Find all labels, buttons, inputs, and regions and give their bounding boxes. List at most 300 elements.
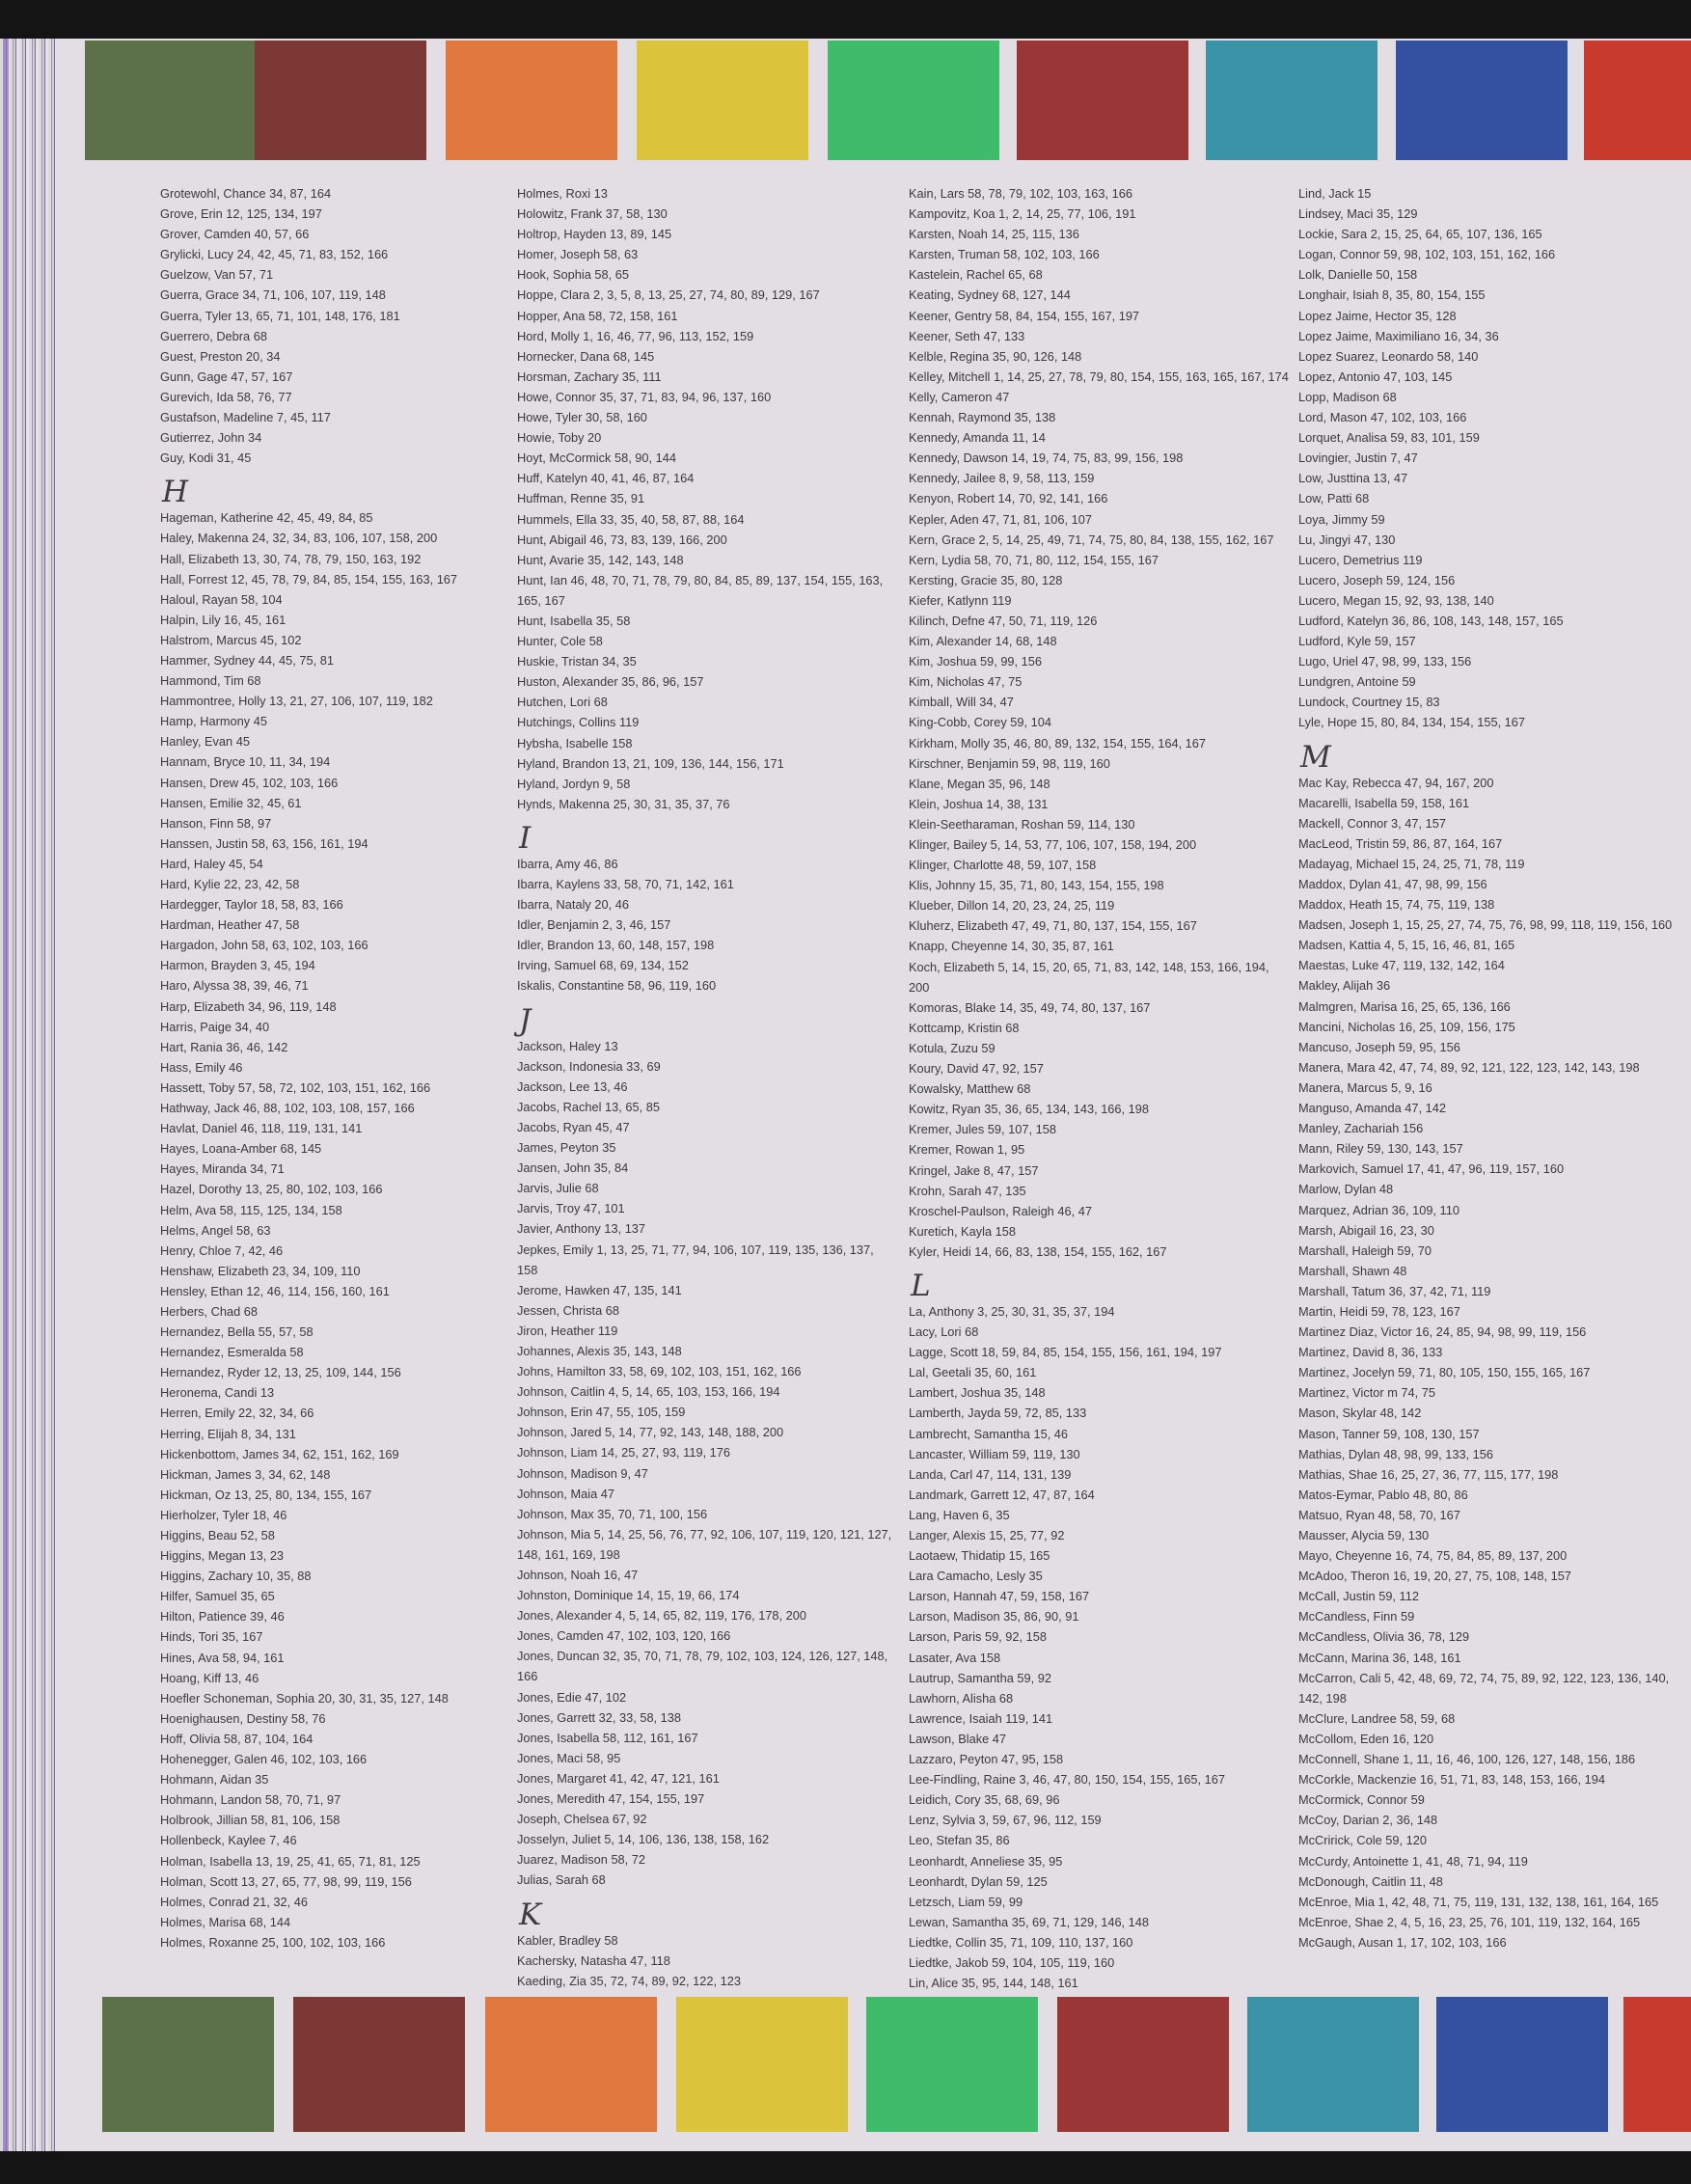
index-entry: Lucero, Megan 15, 92, 93, 138, 140 xyxy=(1298,592,1494,608)
index-entry: Haloul, Rayan 58, 104 xyxy=(160,591,283,607)
index-entry: Jones, Alexander 4, 5, 14, 65, 82, 119, 176, 178, 200 xyxy=(517,1608,807,1624)
index-column-2 xyxy=(517,183,893,1991)
index-entry: Liedtke, Collin 35, 71, 109, 110, 137, 160 xyxy=(909,1934,1133,1950)
index-entry: Heronema, Candi 13 xyxy=(160,1385,275,1401)
index-entry: Martinez, David 8, 36, 133 xyxy=(1298,1345,1443,1360)
index-entry: Lorquet, Analisa 59, 83, 101, 159 xyxy=(1298,430,1480,446)
index-entry: Huffman, Renne 35, 91 xyxy=(517,491,645,506)
index-entry: Kersting, Gracie 35, 80, 128 xyxy=(909,572,1063,587)
index-entry: Klein, Joshua 14, 38, 131 xyxy=(909,796,1049,811)
index-entry: Guerra, Tyler 13, 65, 71, 101, 148, 176, 181 xyxy=(160,308,400,323)
index-entry: Lancaster, William 59, 119, 130 xyxy=(909,1446,1080,1461)
index-entry: Mancini, Nicholas 16, 25, 109, 156, 175 xyxy=(1298,1019,1515,1034)
index-entry: Kern, Grace 2, 5, 14, 25, 49, 71, 74, 75, 80, 84, 138, 155, 162, 167 xyxy=(909,532,1274,547)
index-entry: Mackell, Connor 3, 47, 157 xyxy=(1298,815,1446,831)
index-entry: Horsman, Zachary 35, 111 xyxy=(517,369,662,384)
index-entry: Lin, Alice 35, 95, 144, 148, 161 xyxy=(909,1976,1078,1991)
index-entry: Hard, Kylie 22, 23, 42, 58 xyxy=(160,877,300,891)
index-entry: Hunt, Ian 46, 48, 70, 71, 78, 79, 80, 84, 85, 89, 137, 154, 155, 163, 165, 167 xyxy=(517,572,884,608)
index-entry: Leo, Stefan 35, 86 xyxy=(909,1833,1010,1848)
index-entry: Markovich, Samuel 17, 41, 47, 96, 119, 157, 160 xyxy=(1298,1161,1565,1177)
index-entry: Lang, Haven 6, 35 xyxy=(909,1507,1010,1522)
index-entry: Lewan, Samantha 35, 69, 71, 129, 146, 148 xyxy=(909,1914,1150,1929)
index-entry: Matos-Eymar, Pablo 48, 80, 86 xyxy=(1298,1487,1468,1502)
index-entry: Johnson, Max 35, 70, 71, 100, 156 xyxy=(517,1506,708,1521)
index-entry: Lagge, Scott 18, 59, 84, 85, 154, 155, 156, 161, 194, 197 xyxy=(909,1345,1222,1360)
index-entry: Lyle, Hope 15, 80, 84, 134, 154, 155, 167 xyxy=(1298,715,1526,730)
index-entry: Kimball, Will 34, 47 xyxy=(909,695,1014,710)
index-entry: Hathway, Jack 46, 88, 102, 103, 108, 157, 166 xyxy=(160,1101,415,1116)
color-swatch xyxy=(85,41,257,160)
index-entry: Marshall, Haleigh 59, 70 xyxy=(1298,1242,1432,1258)
color-swatch xyxy=(293,1997,465,2132)
index-entry: Hickman, Oz 13, 25, 80, 134, 155, 167 xyxy=(160,1487,372,1502)
index-entry: Kringel, Jake 8, 47, 157 xyxy=(909,1162,1039,1178)
color-swatch xyxy=(1247,1997,1419,2132)
index-entry: Hardman, Heather 47, 58 xyxy=(160,917,300,933)
index-entry: Herbers, Chad 68 xyxy=(160,1303,259,1319)
index-entry: MacLeod, Tristin 59, 86, 87, 164, 167 xyxy=(1298,835,1503,851)
index-entry: Holtrop, Hayden 13, 89, 145 xyxy=(517,227,672,242)
index-entry: Hyland, Jordyn 9, 58 xyxy=(517,776,631,791)
index-entry: Lu, Jingyi 47, 130 xyxy=(1298,532,1396,547)
index-entry: Kowalsky, Matthew 68 xyxy=(909,1081,1031,1097)
color-swatch xyxy=(1396,41,1568,160)
index-entry: Kelly, Cameron 47 xyxy=(909,389,1010,404)
index-entry: Lazzaro, Peyton 47, 95, 158 xyxy=(909,1752,1064,1767)
index-entry: Johnson, Madison 9, 47 xyxy=(517,1465,648,1481)
index-entry: Hierholzer, Tyler 18, 46 xyxy=(160,1507,287,1522)
index-entry: Hard, Haley 45, 54 xyxy=(160,856,263,871)
index-entry: Low, Patti 68 xyxy=(1298,491,1370,506)
index-entry: Jackson, Lee 13, 46 xyxy=(517,1078,628,1094)
index-entry: Kennah, Raymond 35, 138 xyxy=(909,410,1056,425)
index-entry: Holman, Scott 13, 27, 65, 77, 98, 99, 119, 156 xyxy=(160,1873,412,1889)
index-column-4 xyxy=(1298,183,1684,1952)
index-entry: Madsen, Kattia 4, 5, 15, 16, 46, 81, 165 xyxy=(1298,938,1515,953)
index-entry: Harris, Paige 34, 40 xyxy=(160,1019,270,1034)
index-entry: Guelzow, Van 57, 71 xyxy=(160,267,274,283)
index-entry: Lopez Suarez, Leonardo 58, 140 xyxy=(1298,348,1479,364)
index-entry: Hansen, Emilie 32, 45, 61 xyxy=(160,795,302,810)
index-entry: Guy, Kodi 31, 45 xyxy=(160,450,252,466)
section-letter: I xyxy=(519,820,532,856)
index-entry: Hunt, Abigail 46, 73, 83, 139, 166, 200 xyxy=(517,532,727,547)
index-entry: Jones, Garrett 32, 33, 58, 138 xyxy=(517,1709,682,1725)
index-entry: Hook, Sophia 58, 65 xyxy=(517,267,629,283)
index-entry: Larson, Madison 35, 86, 90, 91 xyxy=(909,1609,1079,1624)
index-entry: Hutchen, Lori 68 xyxy=(517,695,608,710)
index-entry: Kirschner, Benjamin 59, 98, 119, 160 xyxy=(909,755,1110,771)
index-entry: Johnson, Maia 47 xyxy=(517,1486,615,1501)
index-entry: Kotula, Zuzu 59 xyxy=(909,1040,996,1055)
index-entry: Hunter, Cole 58 xyxy=(517,634,603,649)
index-entry: Longhair, Isiah 8, 35, 80, 154, 155 xyxy=(1298,287,1486,303)
index-entry: Ibarra, Nataly 20, 46 xyxy=(517,897,629,913)
index-entry: Lamberth, Jayda 59, 72, 85, 133 xyxy=(909,1406,1087,1421)
index-entry: Javier, Anthony 13, 137 xyxy=(517,1221,646,1237)
bottom-color-swatch-bar xyxy=(56,1997,1691,2132)
index-entry: Hoefler Schoneman, Sophia 20, 30, 31, 35, 127, 148 xyxy=(160,1690,449,1706)
section-letter: L xyxy=(911,1268,931,1303)
index-entry: Kennedy, Dawson 14, 19, 74, 75, 83, 99, 156, 198 xyxy=(909,450,1184,466)
index-entry: Kelley, Mitchell 1, 14, 25, 27, 78, 79, 80, 154, 155, 163, 165, 167, 174 xyxy=(909,369,1289,384)
index-entry: Jacobs, Ryan 45, 47 xyxy=(517,1119,630,1134)
index-entry: Larson, Hannah 47, 59, 158, 167 xyxy=(909,1589,1090,1604)
index-entry: Higgins, Beau 52, 58 xyxy=(160,1528,275,1542)
index-entry: Loya, Jimmy 59 xyxy=(1298,511,1385,527)
index-entry: Kabler, Bradley 58 xyxy=(517,1932,618,1948)
index-entry: Mann, Riley 59, 130, 143, 157 xyxy=(1298,1141,1463,1157)
index-entry: Malmgren, Marisa 16, 25, 65, 136, 166 xyxy=(1298,998,1511,1014)
index-entry: Maddox, Heath 15, 74, 75, 119, 138 xyxy=(1298,897,1495,913)
index-entry: Holmes, Roxanne 25, 100, 102, 103, 166 xyxy=(160,1934,386,1950)
index-entry: Mac Kay, Rebecca 47, 94, 167, 200 xyxy=(1298,775,1494,790)
index-entry: Matsuo, Ryan 48, 58, 70, 167 xyxy=(1298,1507,1460,1522)
index-entry: Hammontree, Holly 13, 21, 27, 106, 107, 119, 182 xyxy=(160,694,433,709)
index-entry: Knapp, Cheyenne 14, 30, 35, 87, 161 xyxy=(909,939,1114,954)
index-entry: Mausser, Alycia 59, 130 xyxy=(1298,1528,1430,1542)
index-entry: Lenz, Sylvia 3, 59, 67, 96, 112, 159 xyxy=(909,1813,1102,1828)
index-entry: Manguso, Amanda 47, 142 xyxy=(1298,1101,1446,1116)
index-entry: Grover, Camden 40, 57, 66 xyxy=(160,227,310,242)
index-entry: Hyland, Brandon 13, 21, 109, 136, 144, 156, 171 xyxy=(517,755,784,771)
index-entry: Leonhardt, Anneliese 35, 95 xyxy=(909,1853,1063,1869)
color-swatch xyxy=(1584,41,1691,160)
index-entry: Lockie, Sara 2, 15, 25, 64, 65, 107, 136, 165 xyxy=(1298,227,1542,242)
index-entry: Holmes, Roxi 13 xyxy=(517,186,608,201)
index-entry: Jones, Meredith 47, 154, 155, 197 xyxy=(517,1791,705,1807)
index-entry: Kowitz, Ryan 35, 36, 65, 134, 143, 166, 198 xyxy=(909,1102,1150,1117)
index-entry: Langer, Alexis 15, 25, 77, 92 xyxy=(909,1528,1065,1542)
index-entry: Lopez Jaime, Hector 35, 128 xyxy=(1298,308,1457,323)
index-entry: Kroschel-Paulson, Raleigh 46, 47 xyxy=(909,1203,1092,1218)
index-entry: Jarvis, Troy 47, 101 xyxy=(517,1201,625,1216)
index-entry: Higgins, Zachary 10, 35, 88 xyxy=(160,1569,312,1584)
index-entry: Ludford, Kyle 59, 157 xyxy=(1298,634,1416,649)
index-entry: Marlow, Dylan 48 xyxy=(1298,1182,1394,1197)
index-entry: Klein-Seetharaman, Roshan 59, 114, 130 xyxy=(909,816,1135,832)
index-entry: Helms, Angel 58, 63 xyxy=(160,1222,271,1238)
index-entry: Hybsha, Isabelle 158 xyxy=(517,735,633,751)
index-entry: Jepkes, Emily 1, 13, 25, 71, 77, 94, 106, 107, 119, 135, 136, 137, 158 xyxy=(517,1242,874,1277)
index-entry: Hilfer, Samuel 35, 65 xyxy=(160,1589,275,1604)
index-entry: Lind, Jack 15 xyxy=(1298,186,1372,201)
index-entry: Jacobs, Rachel 13, 65, 85 xyxy=(517,1099,660,1114)
index-entry: Jones, Duncan 32, 35, 70, 71, 78, 79, 102, 103, 124, 126, 127, 148, 166 xyxy=(517,1649,888,1684)
index-entry: Kampovitz, Koa 1, 2, 14, 25, 77, 106, 191 xyxy=(909,206,1136,222)
index-entry: Harmon, Brayden 3, 45, 194 xyxy=(160,958,315,973)
index-entry: Jones, Maci 58, 95 xyxy=(517,1750,621,1765)
top-color-swatch-bar xyxy=(56,41,1691,160)
index-entry: Koch, Elizabeth 5, 14, 15, 20, 65, 71, 83, 142, 148, 153, 166, 194, 200 xyxy=(909,959,1269,995)
index-entry: McCoy, Darian 2, 36, 148 xyxy=(1298,1813,1438,1828)
index-entry: Lawson, Blake 47 xyxy=(909,1731,1007,1746)
index-entry: Lopez Jaime, Maximiliano 16, 34, 36 xyxy=(1298,328,1499,343)
index-entry: Kuretich, Kayla 158 xyxy=(909,1223,1016,1239)
index-entry: Gutierrez, John 34 xyxy=(160,430,262,446)
index-entry: McEnroe, Shae 2, 4, 5, 16, 23, 25, 76, 101, 119, 132, 164, 165 xyxy=(1298,1914,1641,1929)
index-column-1 xyxy=(160,183,498,1952)
index-entry: Jessen, Christa 68 xyxy=(517,1302,619,1318)
section-letter: K xyxy=(519,1897,542,1932)
index-entry: Keener, Seth 47, 133 xyxy=(909,328,1025,343)
index-entry: Hinds, Tori 35, 167 xyxy=(160,1629,263,1645)
index-entry: Hernandez, Esmeralda 58 xyxy=(160,1345,304,1360)
index-entry: Madayag, Michael 15, 24, 25, 71, 78, 119 xyxy=(1298,856,1525,871)
index-entry: Hannam, Bryce 10, 11, 34, 194 xyxy=(160,754,331,770)
index-entry: Karsten, Truman 58, 102, 103, 166 xyxy=(909,247,1100,262)
index-entry: Kirkham, Molly 35, 46, 80, 89, 132, 154, 155, 164, 167 xyxy=(909,735,1207,751)
index-entry: McDonough, Caitlin 11, 48 xyxy=(1298,1873,1443,1889)
index-entry: Hohenegger, Galen 46, 102, 103, 166 xyxy=(160,1752,368,1767)
section-letter: J xyxy=(519,1002,532,1038)
index-entry: Larson, Paris 59, 92, 158 xyxy=(909,1629,1047,1645)
index-entry: McCurdy, Antoinette 1, 41, 48, 71, 94, 119 xyxy=(1298,1853,1528,1869)
index-entry: Hansen, Drew 45, 102, 103, 166 xyxy=(160,775,339,790)
index-entry: Kelble, Regina 35, 90, 126, 148 xyxy=(909,348,1082,364)
index-entry: Kennedy, Jailee 8, 9, 58, 113, 159 xyxy=(909,471,1095,486)
index-entry: Hollenbeck, Kaylee 7, 46 xyxy=(160,1833,297,1848)
index-entry: Lundock, Courtney 15, 83 xyxy=(1298,695,1440,710)
index-entry: McCollom, Eden 16, 120 xyxy=(1298,1731,1434,1746)
color-swatch xyxy=(255,41,426,160)
color-swatch xyxy=(102,1997,274,2132)
section-letter: M xyxy=(1300,739,1331,775)
index-entry: Hutchings, Collins 119 xyxy=(517,715,640,730)
index-entry: Irving, Samuel 68, 69, 134, 152 xyxy=(517,958,689,973)
index-entry: Kachersky, Natasha 47, 118 xyxy=(517,1952,670,1968)
index-entry: Manley, Zachariah 156 xyxy=(1298,1121,1424,1136)
color-swatch xyxy=(446,41,617,160)
index-entry: Komoras, Blake 14, 35, 49, 74, 80, 137, 167 xyxy=(909,999,1151,1015)
color-swatch xyxy=(676,1997,848,2132)
index-entry: Landmark, Garrett 12, 47, 87, 164 xyxy=(909,1487,1095,1502)
index-entry: Johnson, Mia 5, 14, 25, 56, 76, 77, 92, 106, 107, 119, 120, 121, 127, 148, 161, 169, 198 xyxy=(517,1526,892,1562)
yearbook-index-page xyxy=(56,39,1691,2151)
index-entry: Hayes, Miranda 34, 71 xyxy=(160,1161,285,1177)
index-entry: Kilinch, Defne 47, 50, 71, 119, 126 xyxy=(909,613,1098,628)
index-entry: Hamp, Harmony 45 xyxy=(160,714,267,729)
index-entry: Manera, Mara 42, 47, 74, 89, 92, 121, 122, 123, 142, 143, 198 xyxy=(1298,1059,1640,1075)
index-entry: Lundgren, Antoine 59 xyxy=(1298,674,1416,690)
index-entry: Martinez, Victor m 74, 75 xyxy=(1298,1385,1436,1401)
index-entry: Karsten, Noah 14, 25, 115, 136 xyxy=(909,227,1079,242)
index-entry: McClure, Landree 58, 59, 68 xyxy=(1298,1710,1456,1726)
index-entry: Johnson, Caitlin 4, 5, 14, 65, 103, 153, 166, 194 xyxy=(517,1384,780,1400)
index-entry: McAdoo, Theron 16, 19, 20, 27, 75, 108, 148, 157 xyxy=(1298,1569,1571,1584)
index-entry: Lal, Geetali 35, 60, 161 xyxy=(909,1365,1037,1380)
index-entry: Maddox, Dylan 41, 47, 98, 99, 156 xyxy=(1298,877,1487,891)
index-entry: Ibarra, Amy 46, 86 xyxy=(517,856,618,871)
index-entry: Homer, Joseph 58, 63 xyxy=(517,247,639,262)
index-entry: Idler, Brandon 13, 60, 148, 157, 198 xyxy=(517,938,715,953)
index-entry: Marquez, Adrian 36, 109, 110 xyxy=(1298,1202,1459,1217)
index-entry: Henshaw, Elizabeth 23, 34, 109, 110 xyxy=(160,1263,361,1278)
index-entry: Martinez, Jocelyn 59, 71, 80, 105, 150, 155, 165, 167 xyxy=(1298,1365,1591,1380)
index-entry: Mathias, Shae 16, 25, 27, 36, 77, 115, 177, 198 xyxy=(1298,1466,1559,1482)
index-entry: Hilton, Patience 39, 46 xyxy=(160,1609,285,1624)
index-entry: Joseph, Chelsea 67, 92 xyxy=(517,1812,647,1827)
index-entry: Johnston, Dominique 14, 15, 19, 66, 174 xyxy=(517,1588,740,1603)
color-swatch xyxy=(1436,1997,1608,2132)
index-entry: Klinger, Charlotte 48, 59, 107, 158 xyxy=(909,858,1097,873)
index-entry: McEnroe, Mia 1, 42, 48, 71, 75, 119, 131, 132, 138, 161, 164, 165 xyxy=(1298,1894,1659,1909)
index-entry: Kluherz, Elizabeth 47, 49, 71, 80, 137, 154, 155, 167 xyxy=(909,918,1197,934)
color-swatch xyxy=(1623,1997,1691,2132)
index-entry: Martinez Diaz, Victor 16, 24, 85, 94, 98, 99, 119, 156 xyxy=(1298,1324,1587,1340)
index-entry: Jackson, Haley 13 xyxy=(517,1038,618,1053)
index-entry: Lasater, Ava 158 xyxy=(909,1650,1001,1665)
index-entry: Jones, Margaret 41, 42, 47, 121, 161 xyxy=(517,1770,720,1786)
index-entry: McCorkle, Mackenzie 16, 51, 71, 83, 148, 153, 166, 194 xyxy=(1298,1772,1605,1788)
index-entry: Kim, Nicholas 47, 75 xyxy=(909,674,1023,690)
index-entry: Klinger, Bailey 5, 14, 53, 77, 106, 107, 158, 194, 200 xyxy=(909,837,1197,852)
index-entry: Holbrook, Jillian 58, 81, 106, 158 xyxy=(160,1813,341,1828)
index-entry: Haro, Alyssa 38, 39, 46, 71 xyxy=(160,978,309,994)
index-entry: Marshall, Tatum 36, 37, 42, 71, 119 xyxy=(1298,1283,1491,1298)
index-entry: Hickman, James 3, 34, 62, 148 xyxy=(160,1466,331,1482)
page-edge-stack xyxy=(0,39,60,2151)
index-entry: Kyler, Heidi 14, 66, 83, 138, 154, 155, 162, 167 xyxy=(909,1243,1167,1259)
index-entry: Klane, Megan 35, 96, 148 xyxy=(909,776,1050,791)
color-swatch xyxy=(485,1997,657,2132)
index-entry: Guerrero, Debra 68 xyxy=(160,328,267,343)
index-entry: Kennedy, Amanda 11, 14 xyxy=(909,430,1046,446)
index-entry: King-Cobb, Corey 59, 104 xyxy=(909,715,1051,730)
index-entry: Marshall, Shawn 48 xyxy=(1298,1263,1407,1278)
index-entry: Harp, Elizabeth 34, 96, 119, 148 xyxy=(160,998,337,1014)
index-entry: Howie, Toby 20 xyxy=(517,430,602,446)
index-entry: Hassett, Toby 57, 58, 72, 102, 103, 151, 162, 166 xyxy=(160,1079,431,1095)
index-entry: Jones, Isabella 58, 112, 161, 167 xyxy=(517,1730,698,1745)
index-entry: Halpin, Lily 16, 45, 161 xyxy=(160,612,286,627)
index-entry: Grylicki, Lucy 24, 42, 45, 71, 83, 152, 166 xyxy=(160,247,389,262)
index-entry: Ludford, Katelyn 36, 86, 108, 143, 148, 157, 165 xyxy=(1298,613,1564,628)
index-entry: Lopez, Antonio 47, 103, 145 xyxy=(1298,369,1453,384)
index-entry: Mason, Skylar 48, 142 xyxy=(1298,1406,1422,1421)
index-entry: Julias, Sarah 68 xyxy=(517,1872,606,1888)
index-entry: Kaeding, Zia 35, 72, 74, 89, 92, 122, 123 xyxy=(517,1973,741,1988)
index-entry: Hardegger, Taylor 18, 58, 83, 166 xyxy=(160,897,343,913)
index-entry: Havlat, Daniel 46, 118, 119, 131, 141 xyxy=(160,1121,363,1136)
index-entry: Hanssen, Justin 58, 63, 156, 161, 194 xyxy=(160,835,368,851)
index-entry: Letzsch, Liam 59, 99 xyxy=(909,1894,1023,1909)
index-entry: Haley, Makenna 24, 32, 34, 83, 106, 107, 158, 200 xyxy=(160,531,438,546)
index-entry: Holmes, Marisa 68, 144 xyxy=(160,1914,291,1929)
index-entry: Gunn, Gage 47, 57, 167 xyxy=(160,369,293,384)
index-entry: La, Anthony 3, 25, 30, 31, 35, 37, 194 xyxy=(909,1303,1115,1319)
index-entry: Guerra, Grace 34, 71, 106, 107, 119, 148 xyxy=(160,287,386,303)
index-entry: Huff, Katelyn 40, 41, 46, 87, 164 xyxy=(517,471,695,486)
index-entry: Macarelli, Isabella 59, 158, 161 xyxy=(1298,795,1470,810)
index-entry: Kremer, Jules 59, 107, 158 xyxy=(909,1122,1056,1137)
index-entry: Koury, David 47, 92, 157 xyxy=(909,1061,1044,1077)
index-entry: Kremer, Rowan 1, 95 xyxy=(909,1142,1025,1158)
index-entry: Holowitz, Frank 37, 58, 130 xyxy=(517,206,668,222)
index-entry: Jones, Camden 47, 102, 103, 120, 166 xyxy=(517,1628,731,1644)
index-entry: Kim, Alexander 14, 68, 148 xyxy=(909,634,1057,649)
index-entry: Krohn, Sarah 47, 135 xyxy=(909,1183,1026,1198)
index-entry: Johns, Hamilton 33, 58, 69, 102, 103, 151, 162, 166 xyxy=(517,1364,802,1379)
index-entry: Keener, Gentry 58, 84, 154, 155, 167, 197 xyxy=(909,308,1140,323)
index-entry: Herring, Elijah 8, 34, 131 xyxy=(160,1426,296,1441)
index-entry: Hernandez, Ryder 12, 13, 25, 109, 144, 156 xyxy=(160,1365,401,1380)
index-entry: Gustafson, Madeline 7, 45, 117 xyxy=(160,410,331,425)
index-column-3 xyxy=(909,183,1290,1993)
index-entry: Hummels, Ella 33, 35, 40, 58, 87, 88, 164 xyxy=(517,511,745,527)
page-edge-stripe xyxy=(4,39,9,2151)
index-entry: Mayo, Cheyenne 16, 74, 75, 84, 85, 89, 137, 200 xyxy=(1298,1548,1568,1564)
index-entry: Johnson, Liam 14, 25, 27, 93, 119, 176 xyxy=(517,1445,731,1461)
color-swatch xyxy=(1017,41,1188,160)
index-entry: Ibarra, Kaylens 33, 58, 70, 71, 142, 161 xyxy=(517,877,734,891)
index-entry: Holman, Isabella 13, 19, 25, 41, 65, 71, 81, 125 xyxy=(160,1853,421,1869)
index-entry: Madsen, Joseph 1, 15, 25, 27, 74, 75, 76, 98, 99, 118, 119, 156, 160 xyxy=(1298,917,1673,933)
index-entry: Makley, Alijah 36 xyxy=(1298,978,1391,994)
index-entry: McCall, Justin 59, 112 xyxy=(1298,1589,1419,1604)
index-entry: Lambrecht, Samantha 15, 46 xyxy=(909,1426,1069,1441)
index-entry: Kottcamp, Kristin 68 xyxy=(909,1020,1020,1035)
index-entry: Laotaew, Thidatip 15, 165 xyxy=(909,1548,1050,1564)
index-entry: Lovingier, Justin 7, 47 xyxy=(1298,450,1418,466)
index-entry: Hynds, Makenna 25, 30, 31, 35, 37, 76 xyxy=(517,796,730,811)
index-entry: Hammer, Sydney 44, 45, 75, 81 xyxy=(160,652,334,668)
index-entry: Kastelein, Rachel 65, 68 xyxy=(909,267,1043,283)
index-entry: Liedtke, Jakob 59, 104, 105, 119, 160 xyxy=(909,1954,1115,1970)
index-entry: Hunt, Isabella 35, 58 xyxy=(517,613,631,628)
index-entry: Marsh, Abigail 16, 23, 30 xyxy=(1298,1222,1434,1238)
index-entry: Kern, Lydia 58, 70, 71, 80, 112, 154, 155, 167 xyxy=(909,552,1159,567)
index-entry: Lawhorn, Alisha 68 xyxy=(909,1690,1014,1706)
index-entry: Hensley, Ethan 12, 46, 114, 156, 160, 161 xyxy=(160,1283,390,1298)
index-entry: McCandless, Olivia 36, 78, 129 xyxy=(1298,1629,1470,1645)
index-entry: Lord, Mason 47, 102, 103, 166 xyxy=(1298,410,1467,425)
index-entry: Kenyon, Robert 14, 70, 92, 141, 166 xyxy=(909,491,1108,506)
index-entry: Lugo, Uriel 47, 98, 99, 133, 156 xyxy=(1298,654,1472,669)
index-entry: Low, Justtina 13, 47 xyxy=(1298,471,1408,486)
index-entry: Jarvis, Julie 68 xyxy=(517,1181,599,1196)
index-entry: Mathias, Dylan 48, 98, 99, 133, 156 xyxy=(1298,1446,1494,1461)
index-entry: Hoppe, Clara 2, 3, 5, 8, 13, 25, 27, 74, 80, 89, 129, 167 xyxy=(517,287,820,303)
index-entry: Landa, Carl 47, 114, 131, 139 xyxy=(909,1466,1072,1482)
index-entry: Klueber, Dillon 14, 20, 23, 24, 25, 119 xyxy=(909,898,1115,914)
index-entry: Juarez, Madison 58, 72 xyxy=(517,1852,646,1868)
index-entry: Hanson, Finn 58, 97 xyxy=(160,815,272,831)
index-entry: Hornecker, Dana 68, 145 xyxy=(517,348,655,364)
index-entry: McCarron, Cali 5, 42, 48, 69, 72, 74, 75, 89, 92, 122, 123, 136, 140, 142, 198 xyxy=(1298,1670,1670,1706)
index-entry: Hord, Molly 1, 16, 46, 77, 96, 113, 152, 159 xyxy=(517,328,754,343)
index-entry: Jansen, John 35, 84 xyxy=(517,1160,629,1176)
index-entry: Lopp, Madison 68 xyxy=(1298,389,1397,404)
index-entry: Hoyt, McCormick 58, 90, 144 xyxy=(517,450,676,466)
index-entry: Guest, Preston 20, 34 xyxy=(160,348,281,364)
index-entry: Keating, Sydney 68, 127, 144 xyxy=(909,287,1071,303)
index-entry: McCririck, Cole 59, 120 xyxy=(1298,1833,1427,1848)
index-entry: Hunt, Avarie 35, 142, 143, 148 xyxy=(517,552,684,567)
section-letter: H xyxy=(162,475,189,510)
index-entry: Holmes, Conrad 21, 32, 46 xyxy=(160,1894,308,1909)
color-swatch xyxy=(637,41,808,160)
index-entry: Mancuso, Joseph 59, 95, 156 xyxy=(1298,1039,1460,1054)
index-entry: McCann, Marina 36, 148, 161 xyxy=(1298,1650,1461,1665)
index-entry: Hargadon, John 58, 63, 102, 103, 166 xyxy=(160,938,368,953)
index-entry: Gurevich, Ida 58, 76, 77 xyxy=(160,389,292,404)
index-entry: Lambert, Joshua 35, 148 xyxy=(909,1385,1046,1401)
index-entry: James, Peyton 35 xyxy=(517,1140,616,1156)
index-entry: Josselyn, Juliet 5, 14, 106, 136, 138, 158, 162 xyxy=(517,1832,770,1847)
index-entry: Kiefer, Katlynn 119 xyxy=(909,592,1012,608)
